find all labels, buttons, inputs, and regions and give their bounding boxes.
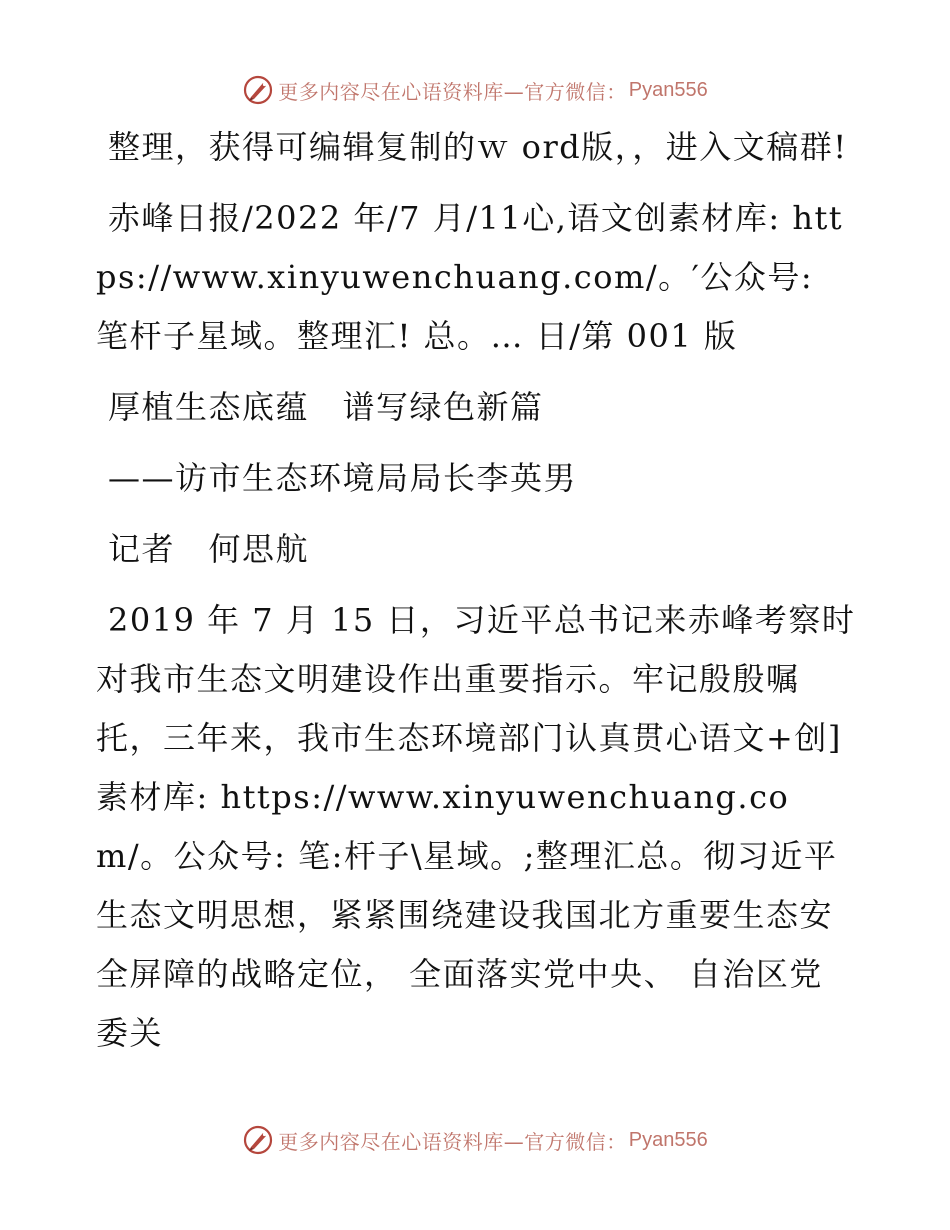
header-banner-text: 更多内容尽在心语资料库—官方微信： bbox=[278, 79, 627, 104]
footer-wechat-id: Pyan556 bbox=[628, 1128, 708, 1151]
body-paragraph: 2019 年 7 月 15 日，习近平总书记来赤峰考察时对我市生态文明建设作出重要指示。牢记殷殷嘱托，三年来，我市生态环境部门认真贯心语文+创]素材库: https://www.xinyuwenchuang.com/。公众号: 笔:杆子\星域。;整理汇总。彻习近平生态文明思想，紧紧围绕建设我国北方重要生态安全屏障的战略定位， 全面落实党中央、 自治区党委关 bbox=[96, 601, 856, 1052]
byline: 记者 何思航 bbox=[108, 530, 310, 568]
source-line: 赤峰日报/2022 年/7 月/11心,语文创素材库: https://www.xinyuwenchuang.com/。′公众号: 笔杆子星域。整理汇! 总。… 日/第 001 版 bbox=[96, 199, 844, 355]
article-title: 厚植生态底蕴 谱写绿色新篇 bbox=[108, 388, 544, 426]
pen-seal-logo-icon bbox=[242, 74, 274, 106]
intro-line: 整理，获得可编辑复制的ｗ ord版，，进入文稿群! bbox=[108, 128, 848, 166]
footer-banner-text: 更多内容尽在心语资料库—官方微信： bbox=[278, 1129, 627, 1154]
document-body bbox=[96, 118, 856, 1063]
header-banner bbox=[0, 70, 950, 110]
footer-banner bbox=[0, 1120, 950, 1160]
header-wechat-id: Pyan556 bbox=[628, 78, 708, 101]
pen-seal-logo-icon bbox=[242, 1124, 274, 1156]
article-subtitle: ——访市生态环境局局长李英男 bbox=[108, 459, 578, 497]
